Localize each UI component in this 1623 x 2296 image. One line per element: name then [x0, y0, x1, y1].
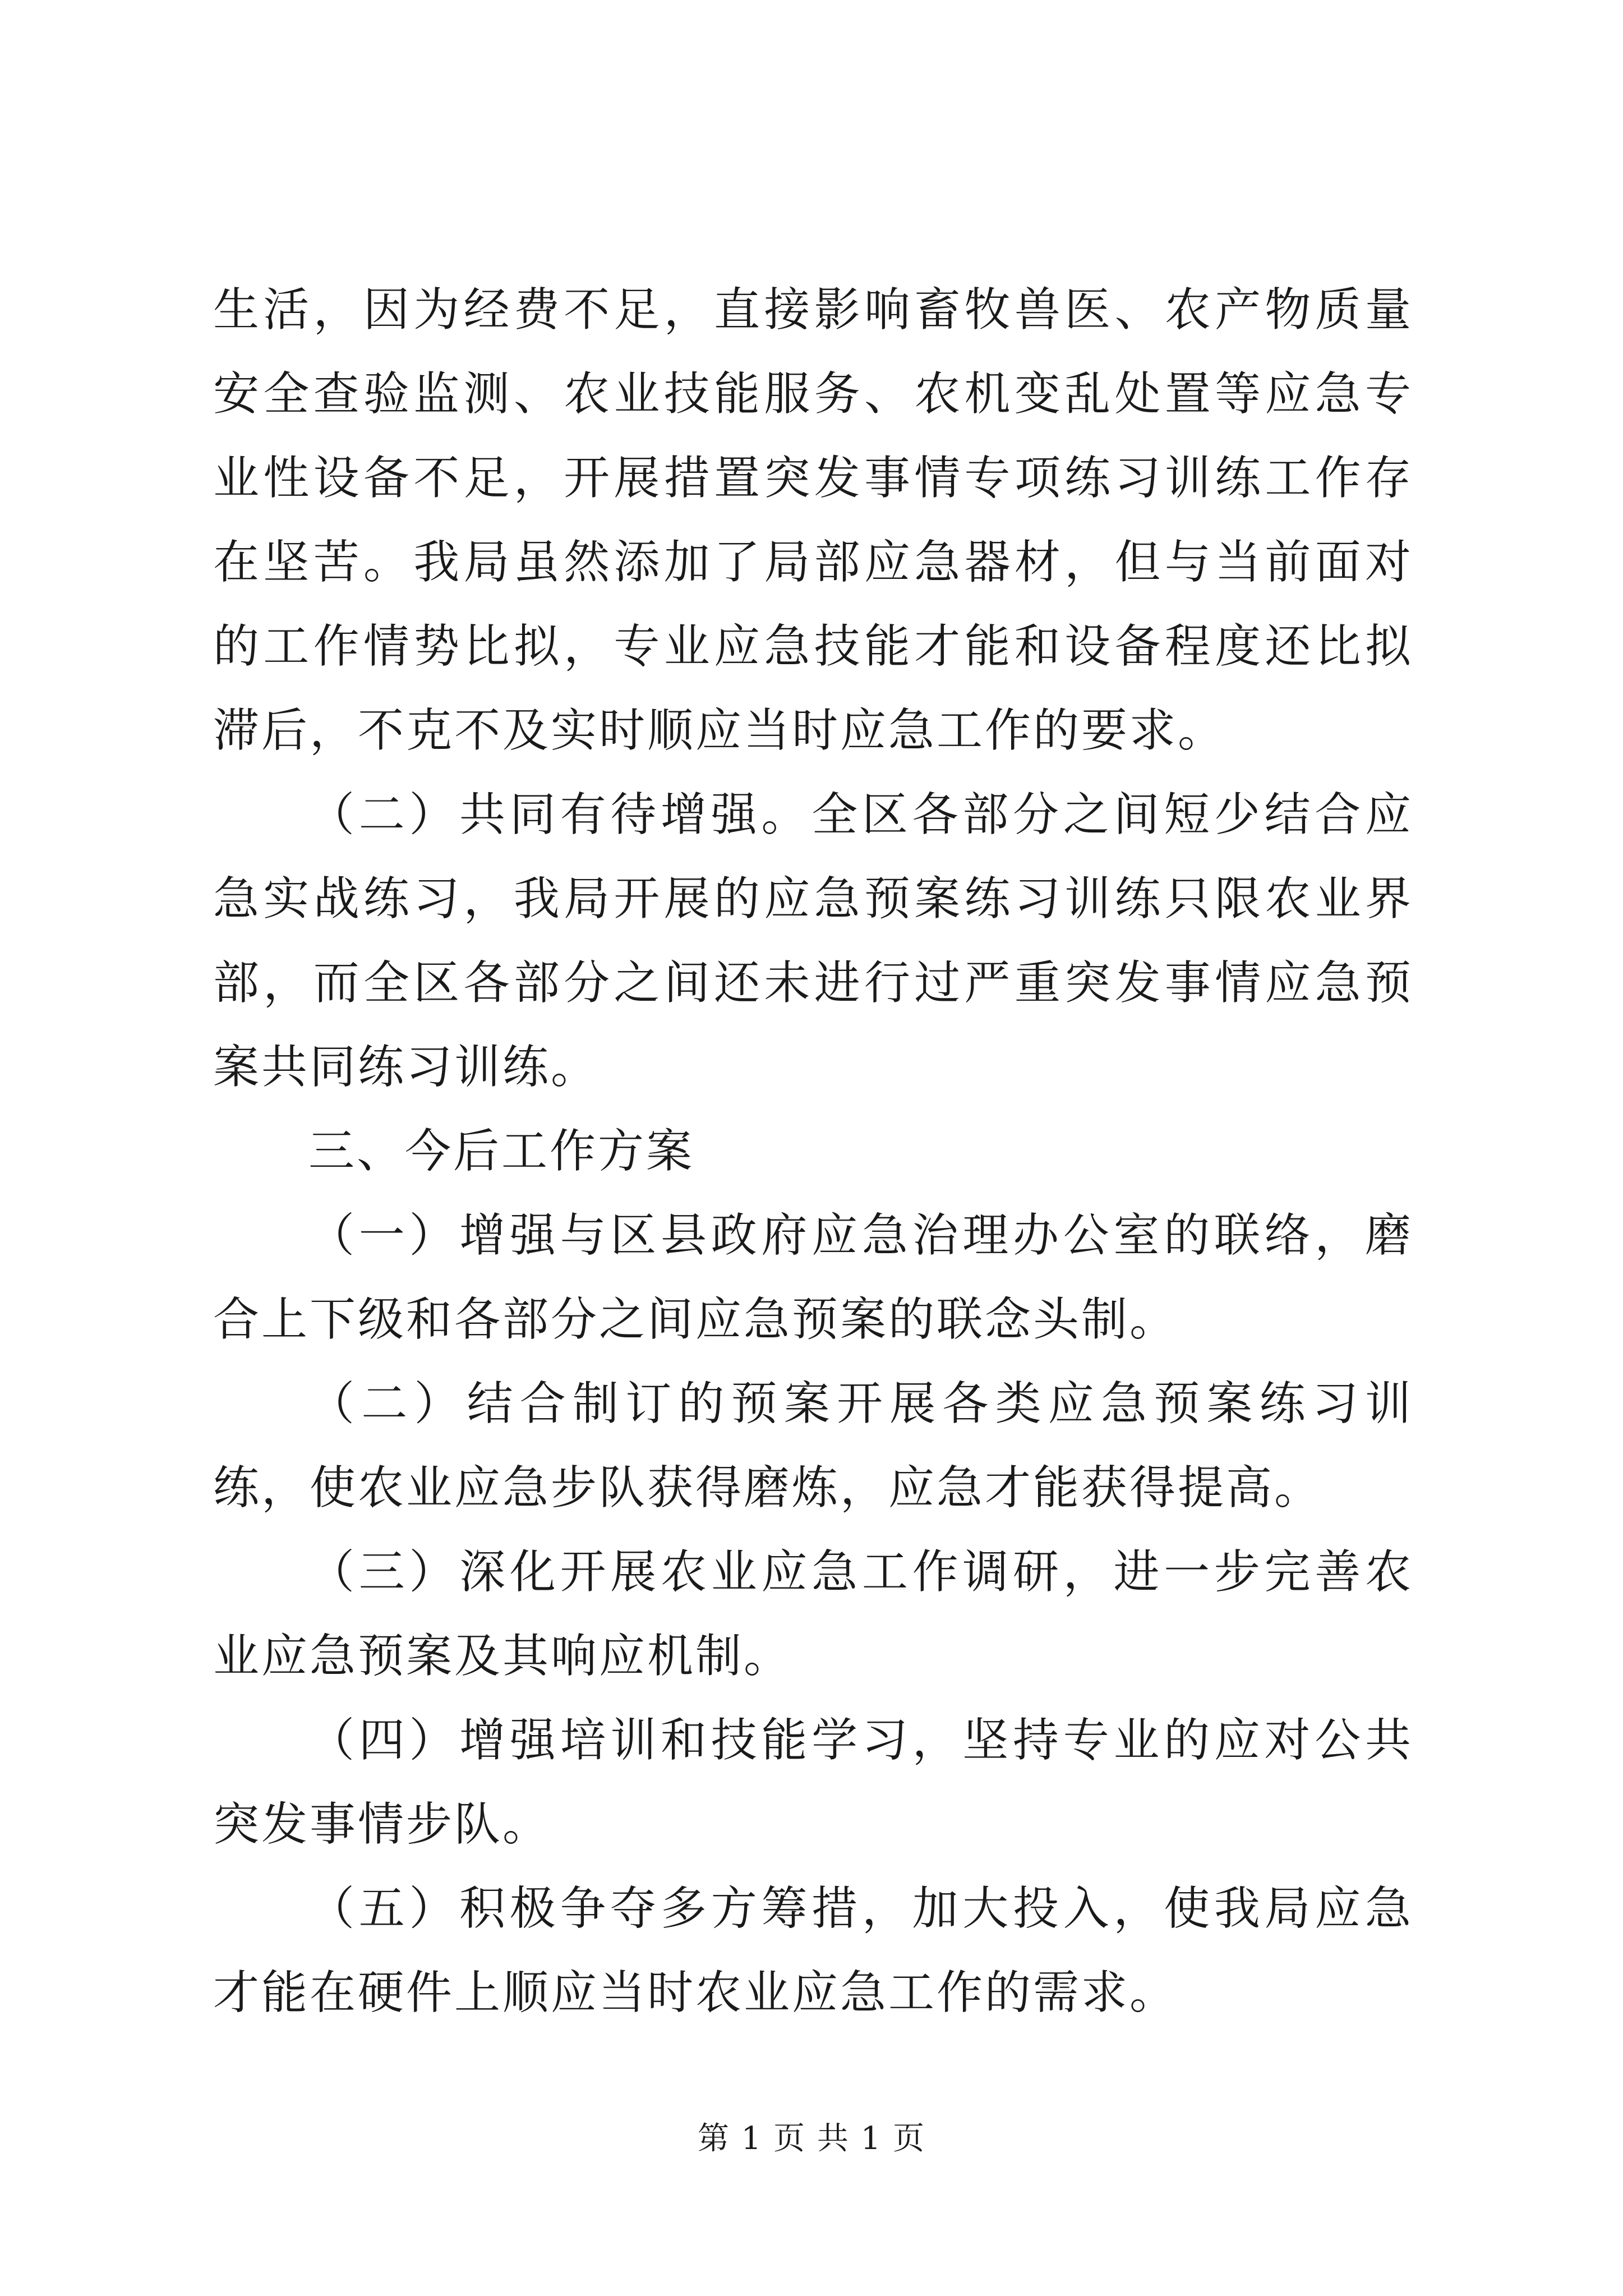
paragraph-2: （二）共同有待增强。全区各部分之间短少结合应急实战练习，我局开展的应急预案练习训练只限农业界部，而全区各部分之间还未进行过严重突发事情应急预案共同练习训练。: [213, 788, 1413, 1094]
paragraph-4: （一）增强与区县政府应急治理办公室的联络，磨合上下级和各部分之间应急预案的联念头制。: [213, 1209, 1413, 1346]
section-heading-future-plan: 三、今后工作方案: [308, 1125, 695, 1178]
paragraph-5: （二）结合制订的预案开展各类应急预案练习训练，使农业应急步队获得磨炼，应急才能获得提高。: [213, 1377, 1413, 1515]
paragraph-7: （四）增强培训和技能学习，坚持专业的应对公共突发事情步队。: [213, 1714, 1413, 1851]
paragraph-8: （五）积极争夺多方筹措，加大投入，使我局应急才能在硬件上顺应当时农业应急工作的需求。: [213, 1882, 1413, 2019]
page-number-footer: 第 1 页 共 1 页: [697, 2120, 926, 2157]
document-body: [213, 268, 1413, 2035]
paragraph-6: （三）深化开展农业应急工作调研，进一步完善农业应急预案及其响应机制。: [213, 1545, 1413, 1683]
paragraph-1: 生活，因为经费不足，直接影响畜牧兽医、农产物质量安全查验监测、农业技能服务、农机变乱处置等应急专业性设备不足，开展措置突发事情专项练习训练工作存在坚苦。我局虽然添加了局部应急器材，但与当前面对的工作情势比拟，专业应急技能才能和设备程度还比拟滞后，不克不及实时顺应当时应急工作的要求。: [213, 283, 1413, 757]
